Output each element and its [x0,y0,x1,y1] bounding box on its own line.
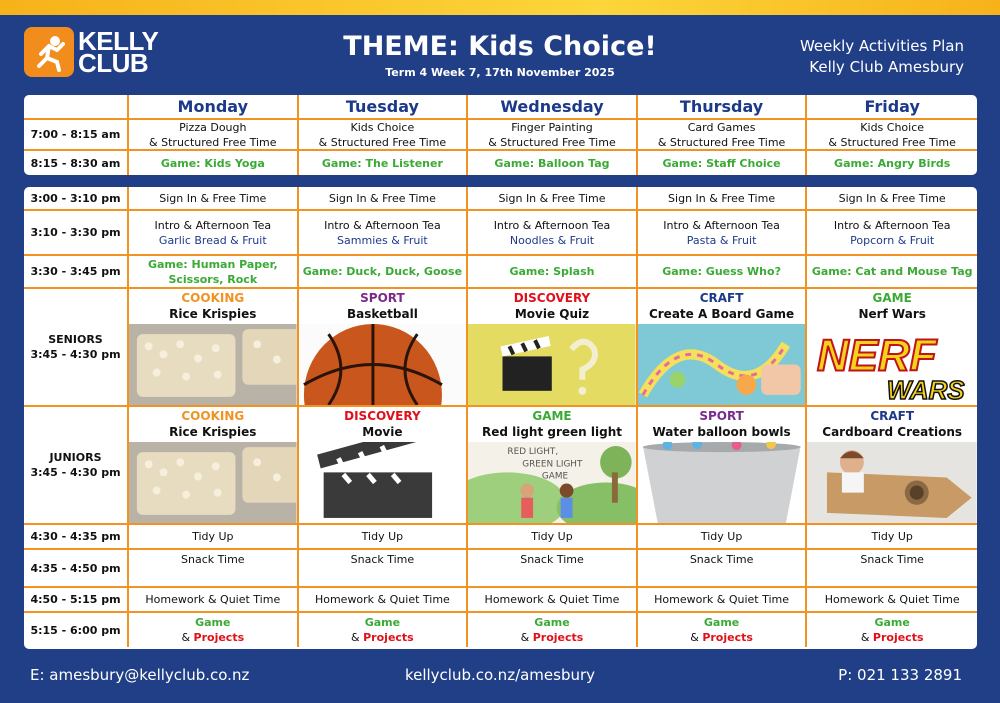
category-label: GAME [532,409,572,423]
time-label: 3:10 - 3:30 pm [24,211,129,254]
schedule-cell: Snack Time [468,550,638,586]
kelly-club-logo[interactable] [24,27,158,77]
projects-label: Projects [702,631,753,644]
time-label: 5:15 - 6:00 pm [24,613,129,647]
activity-text: Intro & Afternoon Tea [154,218,272,232]
table-row [24,588,977,613]
website-link[interactable]: kellyclub.co.nz/amesbury [404,666,596,684]
category-label: CRAFT [699,291,744,305]
time-label: 4:50 - 5:15 pm [24,588,129,611]
table-row [24,256,977,289]
time-label: 3:45 - 4:30 pm [30,348,121,361]
activity-name: Basketball [346,307,418,321]
schedule-cell: Snack Time [129,550,299,586]
schedule-cell [638,613,808,647]
table-row [24,525,977,550]
schedule-cell: Homework & Quiet Time [468,588,638,611]
schedule-cell: Sign In & Free Time [299,187,469,209]
schedule-cell: Tidy Up [129,525,299,548]
juniors-row [24,407,977,525]
logo-line-2: CLUB [78,48,149,78]
group-name: JUNIORS [49,451,102,464]
amp-text: & [860,631,873,644]
plan-info [800,36,964,78]
schedule-cell [468,211,638,254]
phone-contact[interactable]: P: 021 133 2891 [838,666,962,684]
activity-name: Create A Board Game [648,307,795,321]
cover-title-line: GAME [542,471,569,482]
amp-text: & [690,631,703,644]
afternoon-schedule-table [24,187,977,649]
cardboard-rocket-image [807,442,977,523]
activity-text: Pizza Dough [179,120,247,134]
game-cell: Game: Cat and Mouse Tag [811,265,973,278]
schedule-cell: Homework & Quiet Time [638,588,808,611]
schedule-cell [638,211,808,254]
schedule-cell: Tidy Up [638,525,808,548]
activity-text: Intro & Afternoon Tea [663,218,780,232]
schedule-cell [129,211,299,254]
time-label: 3:30 - 3:45 pm [24,256,129,287]
activity-text: & Structured Free Time [657,135,786,149]
wars-logo-text: WARS [887,374,965,405]
amp-text: & [351,631,364,644]
game-cell [129,256,299,287]
table-row [24,120,977,151]
seniors-row [24,289,977,407]
top-accent-bar [0,0,1000,15]
time-label: 8:15 - 8:30 am [24,151,129,175]
game-text: Game: Human Paper, [147,257,278,271]
schedule-cell [468,613,638,647]
game-cell: Game: Balloon Tag [468,151,638,175]
food-text: Sammies & Fruit [337,233,428,247]
rice-krispies-image [129,442,297,523]
schedule-cell: Homework & Quiet Time [299,588,469,611]
day-header-thursday: Thursday [638,95,808,118]
game-label: Game [195,616,231,629]
schedule-cell: Homework & Quiet Time [824,593,960,606]
category-label: SPORT [699,409,744,423]
game-cell: Game: Duck, Duck, Goose [299,256,469,287]
activity-text: & Structured Free Time [828,135,956,149]
schedule-cell [299,120,469,149]
activity-cell [807,289,977,405]
header-title-block [300,32,700,79]
schedule-cell: Snack Time [860,553,924,566]
schedule-cell: Tidy Up [871,530,913,543]
schedule-cell [299,211,469,254]
schedule-cell: Sign In & Free Time [129,187,299,209]
schedule-cell: Homework & Quiet Time [129,588,299,611]
schedule-cell [299,613,469,647]
board-game-image [638,324,806,405]
category-label: DISCOVERY [513,291,591,305]
activity-text: Intro & Afternoon Tea [493,218,611,232]
game-cell: Game: Splash [468,256,638,287]
activity-text: & Structured Free Time [149,135,277,149]
game-cell: Game: Guess Who? [638,256,808,287]
group-time-label [24,407,129,523]
activity-name: Movie Quiz [514,307,590,321]
activity-cell [807,407,977,523]
activity-name: Rice Krispies [169,307,257,321]
schedule-cell [807,120,977,149]
amp-text: & [181,631,194,644]
category-label: CRAFT [870,409,915,423]
schedule-cell: Snack Time [299,550,469,586]
game-cell: Game: Kids Yoga [129,151,299,175]
schedule-cell [807,613,977,647]
clapperboard-image [299,442,467,523]
projects-label: Projects [532,631,584,644]
page-title: THEME: Kids Choice! [343,31,657,62]
plan-line-2: Kelly Club Amesbury [809,58,964,76]
activity-cell [129,289,299,405]
group-name: SENIORS [48,333,103,346]
category-label: DISCOVERY [344,409,421,423]
activity-cell [468,407,638,523]
activity-name: Nerf Wars [858,307,926,321]
activity-cell [638,407,808,523]
schedule-cell [468,120,638,149]
schedule-cell: Tidy Up [468,525,638,548]
projects-label: Projects [193,631,245,644]
activity-name: Cardboard Creations [822,425,963,439]
schedule-cell: Snack Time [638,550,808,586]
activity-name: Movie [362,425,403,439]
term-subtitle: Term 4 Week 7, 17th November 2025 [385,66,615,79]
schedule-cell [129,613,299,647]
category-label: COOKING [181,291,245,305]
category-label: SPORT [360,291,405,305]
game-cell: Game: Angry Birds [834,156,951,170]
email-contact[interactable]: E: amesbury@kellyclub.co.nz [30,666,250,684]
basketball-image [299,324,467,405]
activity-cell [468,289,638,405]
category-label: COOKING [181,409,245,423]
activity-cell [299,407,469,523]
schedule-cell [638,120,808,149]
game-label: Game [874,616,910,629]
game-label: Game [534,616,570,629]
group-time-label [24,289,129,405]
table-row [24,613,977,647]
schedule-cell: Sign In & Free Time [838,191,946,205]
corner-cell [24,95,129,118]
time-label: 4:35 - 4:50 pm [24,550,129,586]
activity-cell [638,289,808,405]
activity-name: Red light green light [481,425,622,439]
activity-text: Card Games [687,120,756,134]
activity-text: Intro & Afternoon Tea [324,218,441,232]
activity-text: Finger Painting [511,120,593,134]
activity-name: Water balloon bowls [652,425,791,439]
projects-label: Projects [872,631,924,644]
morning-schedule-table [24,95,977,175]
activity-name: Rice Krispies [169,425,257,439]
schedule-cell: Tidy Up [299,525,469,548]
amp-text: & [520,631,533,644]
food-text: Pasta & Fruit [686,233,757,247]
activity-text: Kids Choice [860,120,925,134]
cover-title-line: RED LIGHT, [507,447,559,458]
table-row [24,151,977,175]
nerf-logo-text: NERF [817,331,937,381]
table-row [24,550,977,588]
day-header-friday: Friday [864,97,920,116]
clapperboard-image [468,324,636,405]
cover-title-line: GREEN LIGHT [522,459,583,470]
time-label: 4:30 - 4:35 pm [24,525,129,548]
day-header-wednesday: Wednesday [468,95,638,118]
activity-text: Intro & Afternoon Tea [833,218,951,232]
activity-text: & Structured Free Time [488,135,616,149]
activity-text: & Structured Free Time [318,135,447,149]
schedule-cell: Sign In & Free Time [638,187,808,209]
food-text: Garlic Bread & Fruit [158,233,267,247]
nerf-logo-image [807,324,977,405]
game-text: Scissors, Rock [168,272,258,286]
day-header-row [24,95,977,120]
food-text: Noodles & Fruit [509,233,595,247]
day-header-monday: Monday [129,95,299,118]
bucket-image [638,442,806,523]
schedule-cell [807,211,977,254]
category-label: GAME [872,291,912,305]
activity-text: Kids Choice [350,120,415,134]
schedule-cell [129,120,299,149]
schedule-cell: Sign In & Free Time [468,187,638,209]
day-header-tuesday: Tuesday [299,95,469,118]
logo-line-1: KELLY [78,26,159,56]
activity-cell [299,289,469,405]
game-cell: Game: The Listener [299,151,469,175]
activity-cell [129,407,299,523]
projects-label: Projects [363,631,414,644]
time-label: 7:00 - 8:15 am [24,120,129,149]
book-cover-image [468,442,636,523]
time-label: 3:00 - 3:10 pm [24,187,129,209]
game-label: Game [703,616,740,629]
rice-krispies-image [129,324,297,405]
table-row [24,187,977,211]
plan-line-1: Weekly Activities Plan [799,37,964,55]
logo-wordmark [78,26,159,78]
food-text: Popcorn & Fruit [850,233,935,247]
running-figure-icon [24,27,74,77]
game-label: Game [364,616,401,629]
game-cell: Game: Staff Choice [638,151,808,175]
time-label: 3:45 - 4:30 pm [30,466,121,479]
table-row [24,211,977,256]
